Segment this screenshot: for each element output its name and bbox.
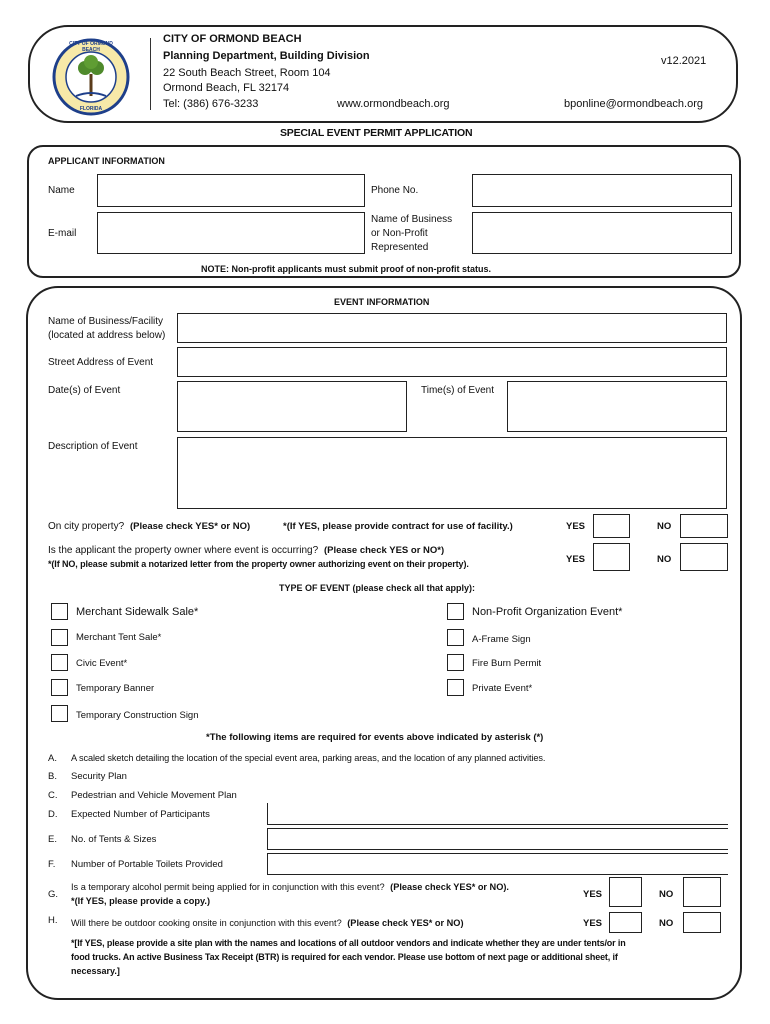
division-name: Planning Department, Building Division (163, 50, 370, 62)
nonprofit-note: NOTE: Non-profit applicants must submit proof of non-profit status. (201, 264, 491, 274)
fire-burn-permit-label: Fire Burn Permit (472, 658, 542, 669)
facility-label-1: Name of Business/Facility (48, 316, 164, 327)
alcohol-no-checkbox[interactable] (683, 877, 721, 907)
business-field[interactable] (472, 212, 732, 254)
event-heading: EVENT INFORMATION (334, 297, 430, 307)
alcohol-yes-label: YES (583, 889, 603, 900)
item-g-question (71, 881, 509, 894)
email-field[interactable] (97, 212, 365, 254)
item-e-text: No. of Tents & Sizes (71, 834, 157, 845)
telephone: Tel: (386) 676-3233 (163, 98, 259, 110)
nonprofit-event-checkbox[interactable] (447, 603, 464, 620)
a-frame-sign-label: A-Frame Sign (472, 634, 531, 645)
name-field[interactable] (97, 174, 365, 207)
business-label-2: or Non-Profit (371, 228, 428, 239)
city-yes-label: YES (566, 521, 586, 532)
private-event-label: Private Event* (472, 683, 533, 694)
type-of-event-heading: TYPE OF EVENT (please check all that apply): (279, 583, 476, 593)
item-b-letter: B. (48, 771, 57, 782)
street-field[interactable] (177, 347, 727, 377)
construction-sign-label: Temporary Construction Sign (76, 710, 199, 721)
item-h-check-text: (Please check YES* or NO) (347, 918, 464, 928)
tent-sale-checkbox[interactable] (51, 629, 68, 646)
seal-bottom-text: FLORIDA (79, 106, 103, 112)
construction-sign-checkbox[interactable] (51, 705, 68, 722)
item-g-text: Is a temporary alcohol permit being applied for in conjunction with this event? (71, 882, 385, 892)
city-property-text: On city property? (48, 521, 125, 532)
times-label: Time(s) of Event (421, 385, 494, 396)
cooking-no-label: NO (659, 918, 674, 929)
fire-burn-permit-checkbox[interactable] (447, 654, 464, 671)
org-name: CITY OF ORMOND BEACH (163, 33, 302, 45)
dates-label: Date(s) of Event (48, 385, 121, 396)
city-no-checkbox[interactable] (680, 514, 728, 538)
owner-yes-label: YES (566, 554, 586, 565)
item-f-text: Number of Portable Toilets Provided (71, 859, 223, 870)
item-a-text: A scaled sketch detailing the location of the special event area, parking areas, and the location of any planned activities. (71, 753, 546, 763)
tents-field[interactable] (267, 828, 728, 850)
description-field[interactable] (177, 437, 727, 509)
temporary-banner-label: Temporary Banner (76, 683, 155, 694)
owner-text: Is the applicant the property owner where event is occurring? (48, 545, 319, 556)
item-h-text: Will there be outdoor cooking onsite in conjunction with this event? (71, 918, 342, 928)
address-line-2: Ormond Beach, FL 32174 (163, 82, 290, 94)
seal-top-text: CITY OF ORMOND BEACH (69, 41, 113, 53)
applicant-heading: APPLICANT INFORMATION (48, 156, 165, 166)
item-d-text: Expected Number of Participants (71, 809, 210, 820)
item-c-letter: C. (48, 790, 58, 801)
owner-note: *(If NO, please submit a notarized letter from the property owner authorizing event on their property). (48, 559, 469, 569)
item-e-letter: E. (48, 834, 57, 845)
times-field[interactable] (507, 381, 727, 432)
name-label: Name (48, 185, 75, 196)
item-h-letter: H. (48, 915, 58, 926)
required-items-heading: *The following items are required for events above indicated by asterisk (*) (206, 732, 544, 743)
item-d-letter: D. (48, 809, 58, 820)
participants-field[interactable] (267, 803, 728, 825)
item-h-question (71, 917, 464, 930)
civic-event-checkbox[interactable] (51, 654, 68, 671)
header-divider (150, 38, 151, 110)
website-link[interactable]: www.ormondbeach.org (337, 98, 450, 110)
owner-question (48, 544, 444, 557)
form-version: v12.2021 (661, 55, 707, 67)
footer-note-1: *[If YES, please provide a site plan with the names and locations of all outdoor vendors and indicate whether they are under tents/or in (71, 938, 626, 948)
item-f-letter: F. (48, 859, 56, 870)
private-event-checkbox[interactable] (447, 679, 464, 696)
email-link[interactable]: bponline@ormondbeach.org (564, 98, 703, 110)
business-label-3: Represented (371, 242, 429, 253)
facility-label-2: (located at address below) (48, 330, 166, 341)
footer-note-3: necessary.] (71, 966, 120, 976)
phone-label: Phone No. (371, 185, 419, 196)
dates-field[interactable] (177, 381, 407, 432)
owner-check-text: (Please check YES or NO*) (323, 545, 445, 556)
city-seal (52, 38, 130, 116)
business-label-1: Name of Business (371, 214, 453, 225)
city-property-question (48, 520, 250, 533)
description-label: Description of Event (48, 441, 138, 452)
cooking-yes-checkbox[interactable] (609, 912, 642, 933)
item-c-text: Pedestrian and Vehicle Movement Plan (71, 790, 237, 801)
temporary-banner-checkbox[interactable] (51, 679, 68, 696)
item-g-letter: G. (48, 889, 59, 900)
form-title: SPECIAL EVENT PERMIT APPLICATION (280, 127, 473, 139)
item-a-letter: A. (48, 753, 57, 764)
tent-sale-label: Merchant Tent Sale* (76, 632, 162, 643)
street-label: Street Address of Event (48, 357, 154, 368)
address-line-1: 22 South Beach Street, Room 104 (163, 67, 331, 79)
item-g-note: *(If YES, please provide a copy.) (71, 896, 211, 906)
owner-no-checkbox[interactable] (680, 543, 728, 571)
facility-field[interactable] (177, 313, 727, 343)
civic-event-label: Civic Event* (76, 658, 128, 669)
nonprofit-event-label: Non-Profit Organization Event* (472, 606, 623, 618)
city-no-label: NO (657, 521, 672, 532)
cooking-no-checkbox[interactable] (683, 912, 721, 933)
owner-yes-checkbox[interactable] (593, 543, 630, 571)
cooking-yes-label: YES (583, 918, 603, 929)
item-b-text: Security Plan (71, 771, 127, 782)
city-property-check-text: (Please check YES* or NO) (129, 521, 251, 532)
city-yes-checkbox[interactable] (593, 514, 630, 538)
alcohol-no-label: NO (659, 889, 674, 900)
sidewalk-sale-checkbox[interactable] (51, 603, 68, 620)
email-label: E-mail (48, 228, 77, 239)
owner-no-label: NO (657, 554, 672, 565)
toilets-field[interactable] (267, 853, 728, 875)
phone-field[interactable] (472, 174, 732, 207)
a-frame-sign-checkbox[interactable] (447, 629, 464, 646)
alcohol-yes-checkbox[interactable] (609, 877, 642, 907)
item-g-check-text: (Please check YES* or NO). (390, 882, 509, 892)
city-property-note: *(If YES, please provide contract for use of facility.) (283, 521, 513, 532)
footer-note-2: food trucks. An active Business Tax Receipt (BTR) is required for each vendor. Please use bottom of next page or additional sheet, if (71, 952, 618, 962)
sidewalk-sale-label: Merchant Sidewalk Sale* (76, 606, 199, 618)
